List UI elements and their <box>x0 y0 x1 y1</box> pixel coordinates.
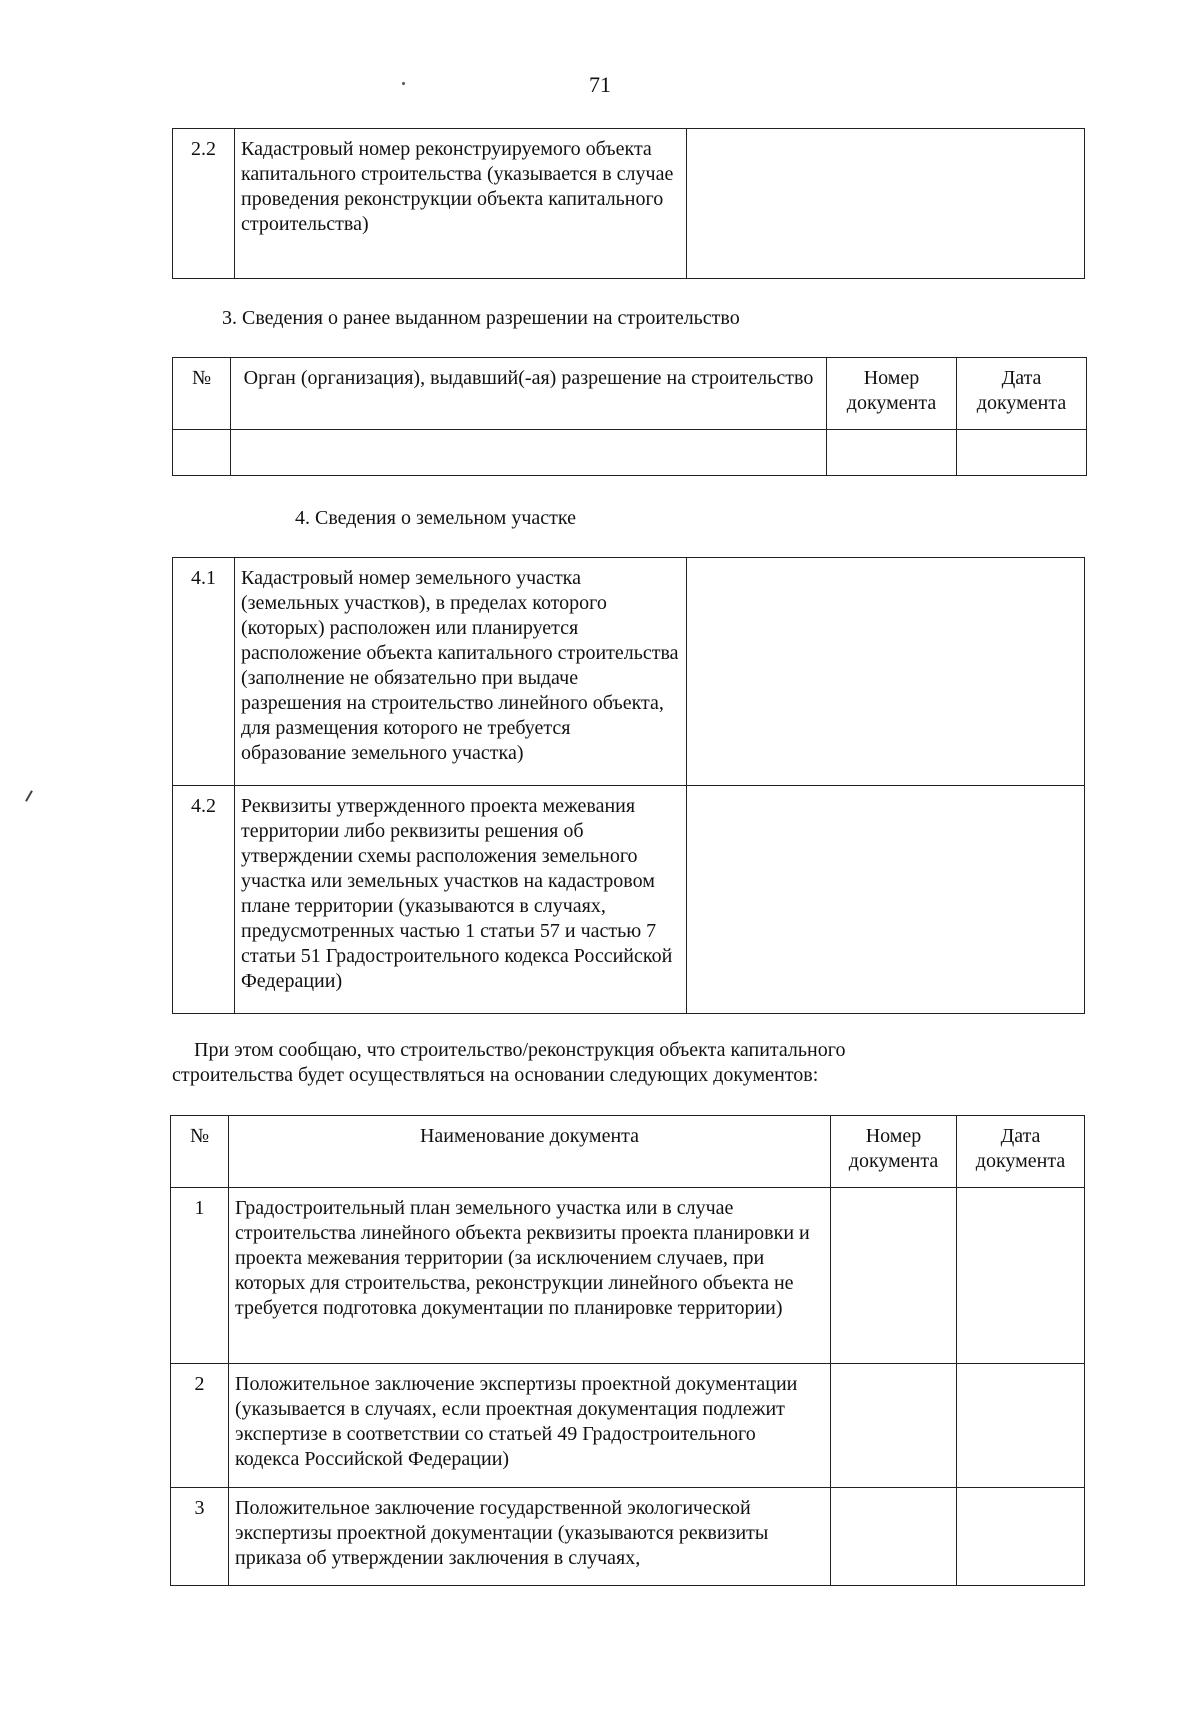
section-3-heading: 3. Сведения о ранее выданном разрешении на строительство <box>222 307 740 329</box>
table-row <box>173 786 1085 1014</box>
row-number: 4.2 <box>173 786 235 1014</box>
column-header-doc-number: Номер документа <box>831 1116 957 1188</box>
cell-doc-date[interactable] <box>957 1364 1085 1488</box>
table-row <box>173 129 1085 279</box>
row-value-cell[interactable] <box>687 558 1085 786</box>
row-label: Кадастровый номер реконструируемого объекта капитального строительства (указывается в случае проведения реконструкции объекта капитального строительства) <box>235 129 687 279</box>
table-header-row <box>173 358 1087 430</box>
table-land-plot <box>172 557 1085 1014</box>
table-row <box>171 1188 1085 1364</box>
cell-doc-number[interactable] <box>831 1488 957 1586</box>
cell-number: 2 <box>171 1364 229 1488</box>
column-header-number: № <box>173 358 231 430</box>
table-reconstruction-cadastral <box>172 128 1085 279</box>
cell-number: 1 <box>171 1188 229 1364</box>
cell-doc-number[interactable] <box>827 430 957 476</box>
column-header-organ: Орган (организация), выдавший(-ая) разрешение на строительство <box>231 358 827 430</box>
table-previous-permit <box>172 357 1087 476</box>
cell-doc-number[interactable] <box>831 1188 957 1364</box>
row-number: 4.1 <box>173 558 235 786</box>
scan-artifact-dot <box>402 82 405 85</box>
column-header-document-name: Наименование документа <box>229 1116 831 1188</box>
cell-doc-date[interactable] <box>957 1188 1085 1364</box>
table-documents <box>170 1115 1085 1586</box>
column-header-doc-number: Номер документа <box>827 358 957 430</box>
cell-document-name: Положительное заключение государственной экологической экспертизы проектной документации (указываются реквизиты приказа об утверждении заключения в случаях, <box>229 1488 831 1586</box>
cell-document-name: Положительное заключение экспертизы проектной документации (указывается в случаях, если проектная документация подлежит экспертизе в соответствии со статьей 49 Градостроительного кодекса Российской Федерации) <box>229 1364 831 1488</box>
intro-paragraph: При этом сообщаю, что строительство/реконструкция объекта капитального строительства будет осуществляться на основании следующих документов: <box>172 1039 846 1086</box>
row-value-cell[interactable] <box>687 786 1085 1014</box>
column-header-doc-date: Дата документа <box>957 1116 1085 1188</box>
row-number: 2.2 <box>173 129 235 279</box>
table-row <box>173 558 1085 786</box>
table-row <box>171 1364 1085 1488</box>
row-label: Реквизиты утвержденного проекта межевания территории либо реквизиты решения об утверждении схемы расположения земельного участка или земельных участков на кадастровом плане территории (указываются в случаях, предусмотренных частью 1 статьи 57 и частью 7 статьи 51 Градостроительного кодекса Российской Федерации) <box>235 786 687 1014</box>
row-label: Кадастровый номер земельного участка (земельных участков), в пределах которого (которых) расположен или планируется расположение объекта капитального строительства (заполнение не обязательно при выдаче разрешения на строительство линейного объекта, для размещения которого не требуется образование земельного участка) <box>235 558 687 786</box>
cell-organ[interactable] <box>231 430 827 476</box>
scan-artifact-mark <box>25 790 33 801</box>
cell-doc-date[interactable] <box>957 430 1087 476</box>
row-value-cell[interactable] <box>687 129 1085 279</box>
table-row <box>173 430 1087 476</box>
section-4-heading: 4. Сведения о земельном участке <box>295 507 576 529</box>
cell-number[interactable] <box>173 430 231 476</box>
column-header-doc-date: Дата документа <box>957 358 1087 430</box>
cell-doc-date[interactable] <box>957 1488 1085 1586</box>
page-number: 71 <box>589 72 611 97</box>
cell-document-name: Градостроительный план земельного участка или в случае строительства линейного объекта реквизиты проекта планировки и проекта межевания территории (за исключением случаев, при которых для строительства, реконструкции линейного объекта не требуется подготовка документации по планировке территории) <box>229 1188 831 1364</box>
table-row <box>171 1488 1085 1586</box>
table-header-row <box>171 1116 1085 1188</box>
cell-number: 3 <box>171 1488 229 1586</box>
column-header-number: № <box>171 1116 229 1188</box>
cell-doc-number[interactable] <box>831 1364 957 1488</box>
